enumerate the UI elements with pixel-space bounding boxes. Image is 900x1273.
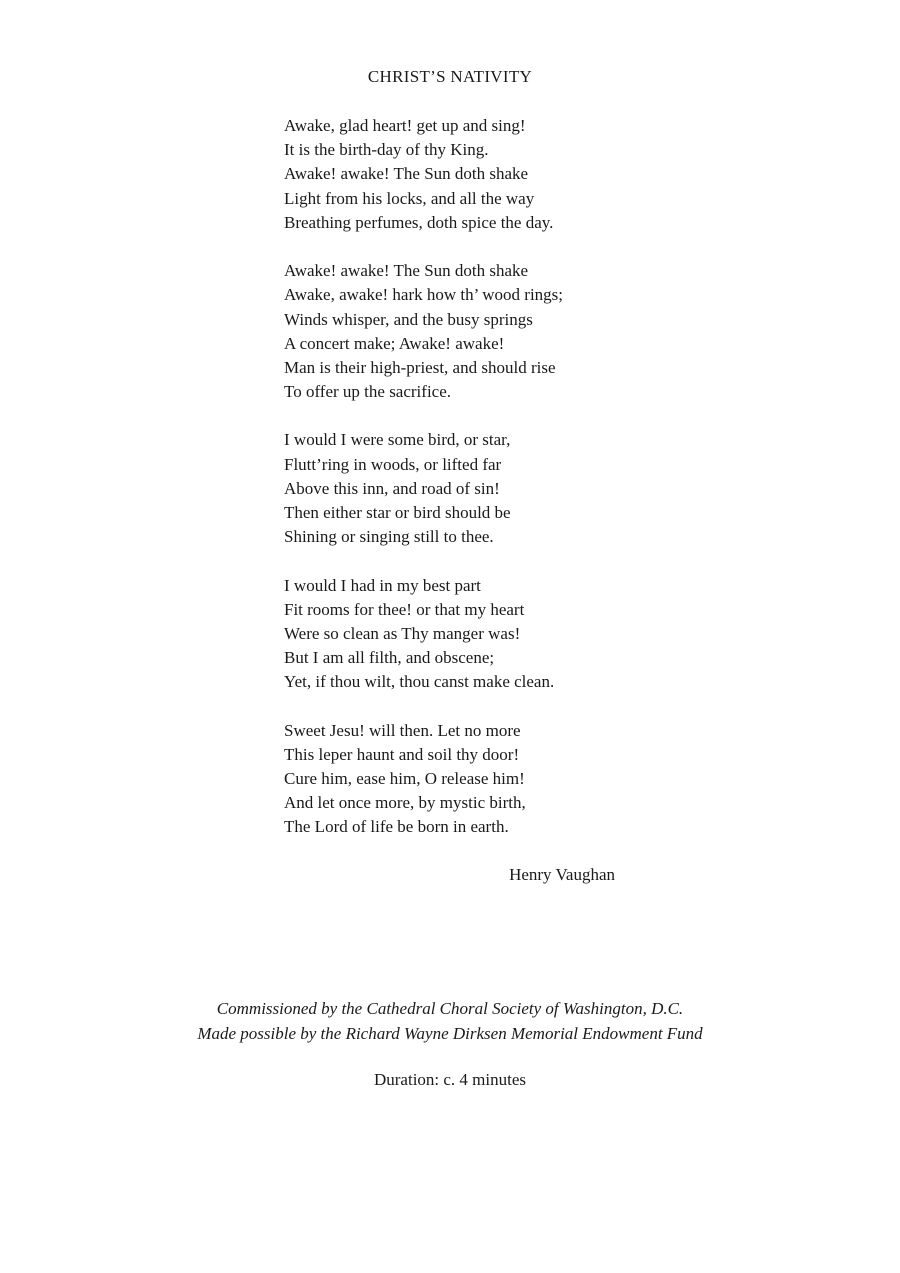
poem-line: I would I were some bird, or star, <box>284 430 511 450</box>
stanza-5 <box>284 719 704 840</box>
stanza-4 <box>284 574 704 695</box>
poem-line: A concert make; Awake! awake! <box>284 333 505 353</box>
poem-line: Flutt’ring in woods, or lifted far <box>284 454 502 474</box>
poem-line: Awake, awake! hark how th’ wood rings; <box>284 285 564 305</box>
stanza-3 <box>284 428 704 549</box>
stanza-1 <box>284 114 704 235</box>
poem-body <box>284 114 704 864</box>
poem-line: Were so clean as Thy manger was! <box>284 623 521 643</box>
poem-line: I would I had in my best part <box>284 575 481 595</box>
poem-line: Light from his locks, and all the way <box>284 188 535 208</box>
poem-line: Shining or singing still to thee. <box>284 527 494 547</box>
funding-line: Made possible by the Richard Wayne Dirksen Memorial Endowment Fund <box>197 1024 703 1043</box>
poem-author: Henry Vaughan <box>509 865 615 884</box>
poem-line: Winds whisper, and the busy springs <box>284 309 533 329</box>
poem-line: Sweet Jesu! will then. Let no more <box>284 720 521 740</box>
poem-line: To offer up the sacrifice. <box>284 382 452 402</box>
poem-line: Breathing perfumes, doth spice the day. <box>284 212 554 232</box>
poem-line: Above this inn, and road of sin! <box>284 478 500 498</box>
poem-line: But I am all filth, and obscene; <box>284 648 495 668</box>
poem-line: Then either star or bird should be <box>284 503 511 522</box>
poem-line: The Lord of life be born in earth. <box>284 817 509 837</box>
poem-line: Awake! awake! The Sun doth shake <box>284 164 529 184</box>
poem-title: CHRIST’S NATIVITY <box>367 67 533 86</box>
poem-line: It is the birth-day of thy King. <box>284 140 489 160</box>
poem-line: Man is their high-priest, and should rise <box>284 357 556 377</box>
stanza-2 <box>284 259 704 404</box>
poem-line: This leper haunt and soil thy door! <box>284 744 520 764</box>
poem-line: Yet, if thou wilt, thou canst make clean. <box>284 672 555 692</box>
poem-line: Cure him, ease him, O release him! <box>284 769 525 789</box>
poem-line: Fit rooms for thee! or that my heart <box>284 599 525 619</box>
poem-line: Awake! awake! The Sun doth shake <box>284 261 529 281</box>
commission-credits <box>0 996 900 1046</box>
commission-line: Commissioned by the Cathedral Choral Society of Washington, D.C. <box>216 999 684 1018</box>
poem-line: Awake, glad heart! get up and sing! <box>284 116 526 135</box>
poem-line: And let once more, by mystic birth, <box>284 793 526 813</box>
duration-note: Duration: c. 4 minutes <box>373 1070 527 1089</box>
